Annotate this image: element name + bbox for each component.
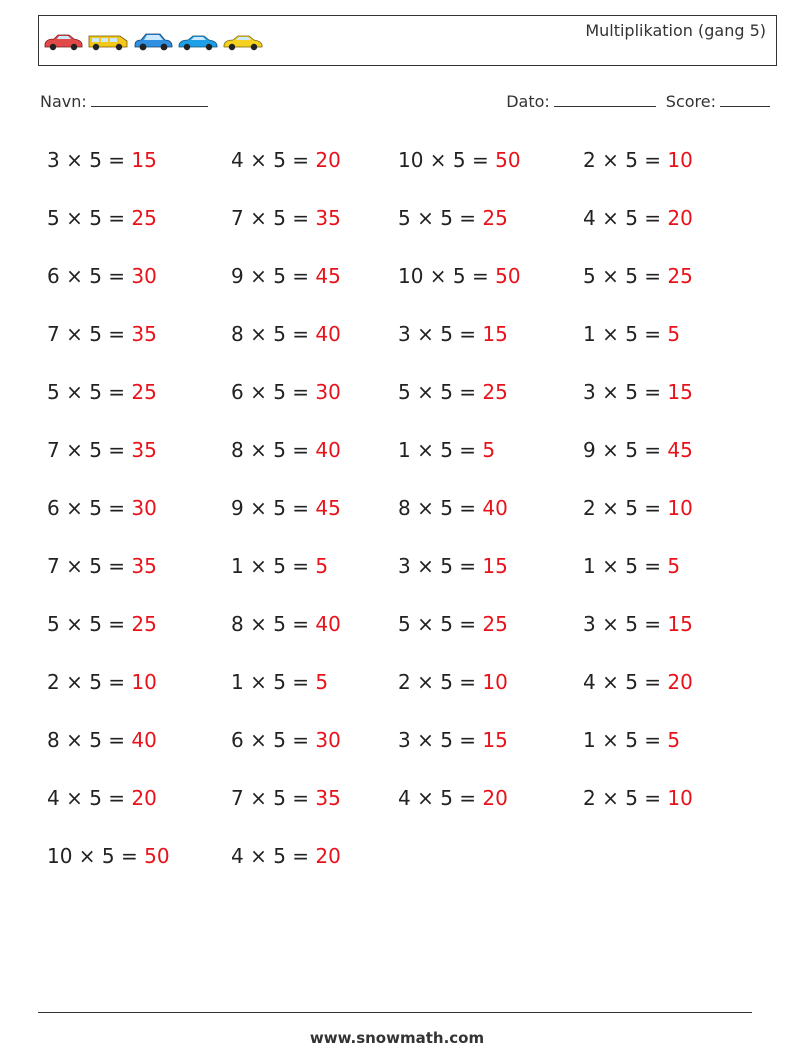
problem-answer: 35 [131, 554, 157, 578]
problem-question: 2 × 5 = [583, 786, 662, 810]
problem-answer: 45 [667, 438, 693, 462]
problem-answer: 25 [131, 206, 157, 230]
problem-item [47, 206, 157, 230]
problem-question: 3 × 5 = [398, 728, 477, 752]
problem-item [231, 554, 328, 578]
problem-question: 5 × 5 = [398, 380, 477, 404]
problem-item [47, 496, 157, 520]
problem-answer: 15 [482, 554, 508, 578]
problem-question: 3 × 5 = [398, 554, 477, 578]
problem-answer: 25 [482, 612, 508, 636]
problem-answer: 30 [131, 496, 157, 520]
problem-question: 1 × 5 = [583, 728, 662, 752]
problem-item [47, 148, 157, 172]
problem-question: 2 × 5 = [47, 670, 126, 694]
problem-question: 1 × 5 = [398, 438, 477, 462]
problem-answer: 5 [667, 554, 681, 578]
problem-item [398, 496, 508, 520]
problem-answer: 5 [667, 322, 681, 346]
problem-question: 5 × 5 = [47, 380, 126, 404]
problem-question: 8 × 5 = [231, 322, 310, 346]
problem-answer: 40 [315, 612, 341, 636]
problem-item [47, 670, 157, 694]
car-icons [42, 30, 264, 52]
problem-item [231, 380, 341, 404]
problem-item [47, 322, 157, 346]
problem-question: 4 × 5 = [47, 786, 126, 810]
header-box [38, 15, 777, 66]
problem-item [583, 206, 693, 230]
problem-question: 8 × 5 = [231, 438, 310, 462]
problem-answer: 40 [482, 496, 508, 520]
score-label: Score: [665, 92, 716, 111]
problem-question: 9 × 5 = [231, 496, 310, 520]
problem-question: 1 × 5 = [231, 554, 310, 578]
problem-question: 7 × 5 = [231, 786, 310, 810]
problem-question: 5 × 5 = [47, 612, 126, 636]
problem-question: 3 × 5 = [47, 148, 126, 172]
problem-item [47, 264, 157, 288]
problem-item [398, 728, 508, 752]
problem-answer: 15 [482, 728, 508, 752]
problem-item [231, 670, 328, 694]
problem-answer: 25 [667, 264, 693, 288]
problem-answer: 15 [131, 148, 157, 172]
problem-answer: 35 [315, 206, 341, 230]
problem-item [583, 148, 693, 172]
problem-question: 5 × 5 = [398, 612, 477, 636]
name-blank [91, 92, 208, 107]
problem-question: 2 × 5 = [583, 496, 662, 520]
blue-sedan-icon [177, 30, 219, 52]
problem-item [47, 728, 157, 752]
problem-answer: 20 [667, 670, 693, 694]
score-blank [720, 92, 770, 107]
problem-answer: 35 [131, 322, 157, 346]
problem-item [398, 380, 508, 404]
problem-answer: 25 [482, 380, 508, 404]
problem-question: 6 × 5 = [231, 728, 310, 752]
problem-item [583, 322, 680, 346]
problem-question: 7 × 5 = [47, 438, 126, 462]
problem-item [47, 438, 157, 462]
problem-question: 6 × 5 = [231, 380, 310, 404]
problem-answer: 10 [667, 496, 693, 520]
problem-answer: 50 [144, 844, 170, 868]
problem-item [231, 786, 341, 810]
problem-answer: 40 [315, 438, 341, 462]
problem-answer: 45 [315, 496, 341, 520]
problem-item [231, 438, 341, 462]
problem-item [583, 496, 693, 520]
problem-question: 7 × 5 = [47, 322, 126, 346]
problem-item [398, 554, 508, 578]
problem-item [47, 554, 157, 578]
red-car-icon [42, 30, 84, 52]
problem-answer: 25 [131, 380, 157, 404]
problem-question: 8 × 5 = [398, 496, 477, 520]
problem-item [398, 148, 521, 172]
problem-answer: 30 [131, 264, 157, 288]
problem-answer: 10 [667, 148, 693, 172]
date-label: Dato: [506, 92, 550, 111]
problem-answer: 10 [667, 786, 693, 810]
problem-question: 6 × 5 = [47, 264, 126, 288]
problem-answer: 50 [495, 264, 521, 288]
problem-question: 7 × 5 = [47, 554, 126, 578]
problem-answer: 5 [315, 554, 329, 578]
yellow-taxi-icon [222, 30, 264, 52]
problem-answer: 20 [315, 844, 341, 868]
problem-question: 2 × 5 = [583, 148, 662, 172]
problem-question: 4 × 5 = [583, 206, 662, 230]
problem-item [231, 612, 341, 636]
problem-answer: 20 [315, 148, 341, 172]
problem-answer: 25 [131, 612, 157, 636]
name-field [40, 92, 208, 111]
problem-question: 4 × 5 = [231, 148, 310, 172]
problem-answer: 5 [315, 670, 329, 694]
problem-question: 1 × 5 = [583, 554, 662, 578]
footer-url: www.snowmath.com [309, 1029, 485, 1047]
problem-question: 5 × 5 = [583, 264, 662, 288]
problem-question: 4 × 5 = [231, 844, 310, 868]
problem-question: 5 × 5 = [47, 206, 126, 230]
problem-item [398, 786, 508, 810]
problem-question: 3 × 5 = [583, 380, 662, 404]
problem-question: 9 × 5 = [583, 438, 662, 462]
problem-item [583, 554, 680, 578]
problem-question: 1 × 5 = [231, 670, 310, 694]
problem-question: 3 × 5 = [583, 612, 662, 636]
date-score-field [506, 92, 770, 111]
problem-item [231, 728, 341, 752]
problem-item [398, 322, 508, 346]
problem-question: 8 × 5 = [231, 612, 310, 636]
problem-item [231, 844, 341, 868]
problem-question: 3 × 5 = [398, 322, 477, 346]
problem-answer: 5 [667, 728, 681, 752]
problem-item [583, 786, 693, 810]
problem-question: 4 × 5 = [583, 670, 662, 694]
problem-item [583, 264, 693, 288]
problem-answer: 20 [667, 206, 693, 230]
problem-answer: 35 [131, 438, 157, 462]
problem-item [583, 612, 693, 636]
problem-question: 2 × 5 = [398, 670, 477, 694]
problem-item [47, 612, 157, 636]
problem-answer: 45 [315, 264, 341, 288]
problem-answer: 40 [315, 322, 341, 346]
yellow-van-icon [87, 30, 129, 52]
problem-question: 10 × 5 = [47, 844, 138, 868]
problem-question: 10 × 5 = [398, 148, 489, 172]
problem-answer: 15 [667, 612, 693, 636]
problem-item [231, 264, 341, 288]
blue-car-icon [132, 30, 174, 52]
problem-answer: 40 [131, 728, 157, 752]
problem-answer: 5 [482, 438, 496, 462]
problem-answer: 20 [131, 786, 157, 810]
problem-answer: 35 [315, 786, 341, 810]
problem-answer: 10 [482, 670, 508, 694]
problem-item [398, 670, 508, 694]
problem-answer: 30 [315, 728, 341, 752]
problem-question: 8 × 5 = [47, 728, 126, 752]
problem-item [231, 206, 341, 230]
problem-answer: 30 [315, 380, 341, 404]
problem-item [231, 496, 341, 520]
problem-question: 1 × 5 = [583, 322, 662, 346]
problem-item [398, 612, 508, 636]
problem-item [398, 438, 495, 462]
problem-question: 4 × 5 = [398, 786, 477, 810]
problem-item [583, 380, 693, 404]
problem-item [583, 670, 693, 694]
problem-item [231, 322, 341, 346]
date-blank [554, 92, 656, 107]
problem-item [583, 438, 693, 462]
problem-answer: 15 [667, 380, 693, 404]
problem-item [583, 728, 680, 752]
footer-divider [38, 1012, 752, 1013]
problem-question: 9 × 5 = [231, 264, 310, 288]
problem-answer: 25 [482, 206, 508, 230]
name-label: Navn: [40, 92, 87, 111]
problem-question: 10 × 5 = [398, 264, 489, 288]
problem-answer: 20 [482, 786, 508, 810]
problem-answer: 15 [482, 322, 508, 346]
problem-item [47, 786, 157, 810]
problem-item [231, 148, 341, 172]
worksheet-title: Multiplikation (gang 5) [585, 21, 766, 40]
problem-item [398, 264, 521, 288]
problem-question: 6 × 5 = [47, 496, 126, 520]
problem-answer: 10 [131, 670, 157, 694]
problem-item [398, 206, 508, 230]
problem-question: 5 × 5 = [398, 206, 477, 230]
problem-answer: 50 [495, 148, 521, 172]
problem-item [47, 844, 170, 868]
problem-item [47, 380, 157, 404]
problem-question: 7 × 5 = [231, 206, 310, 230]
